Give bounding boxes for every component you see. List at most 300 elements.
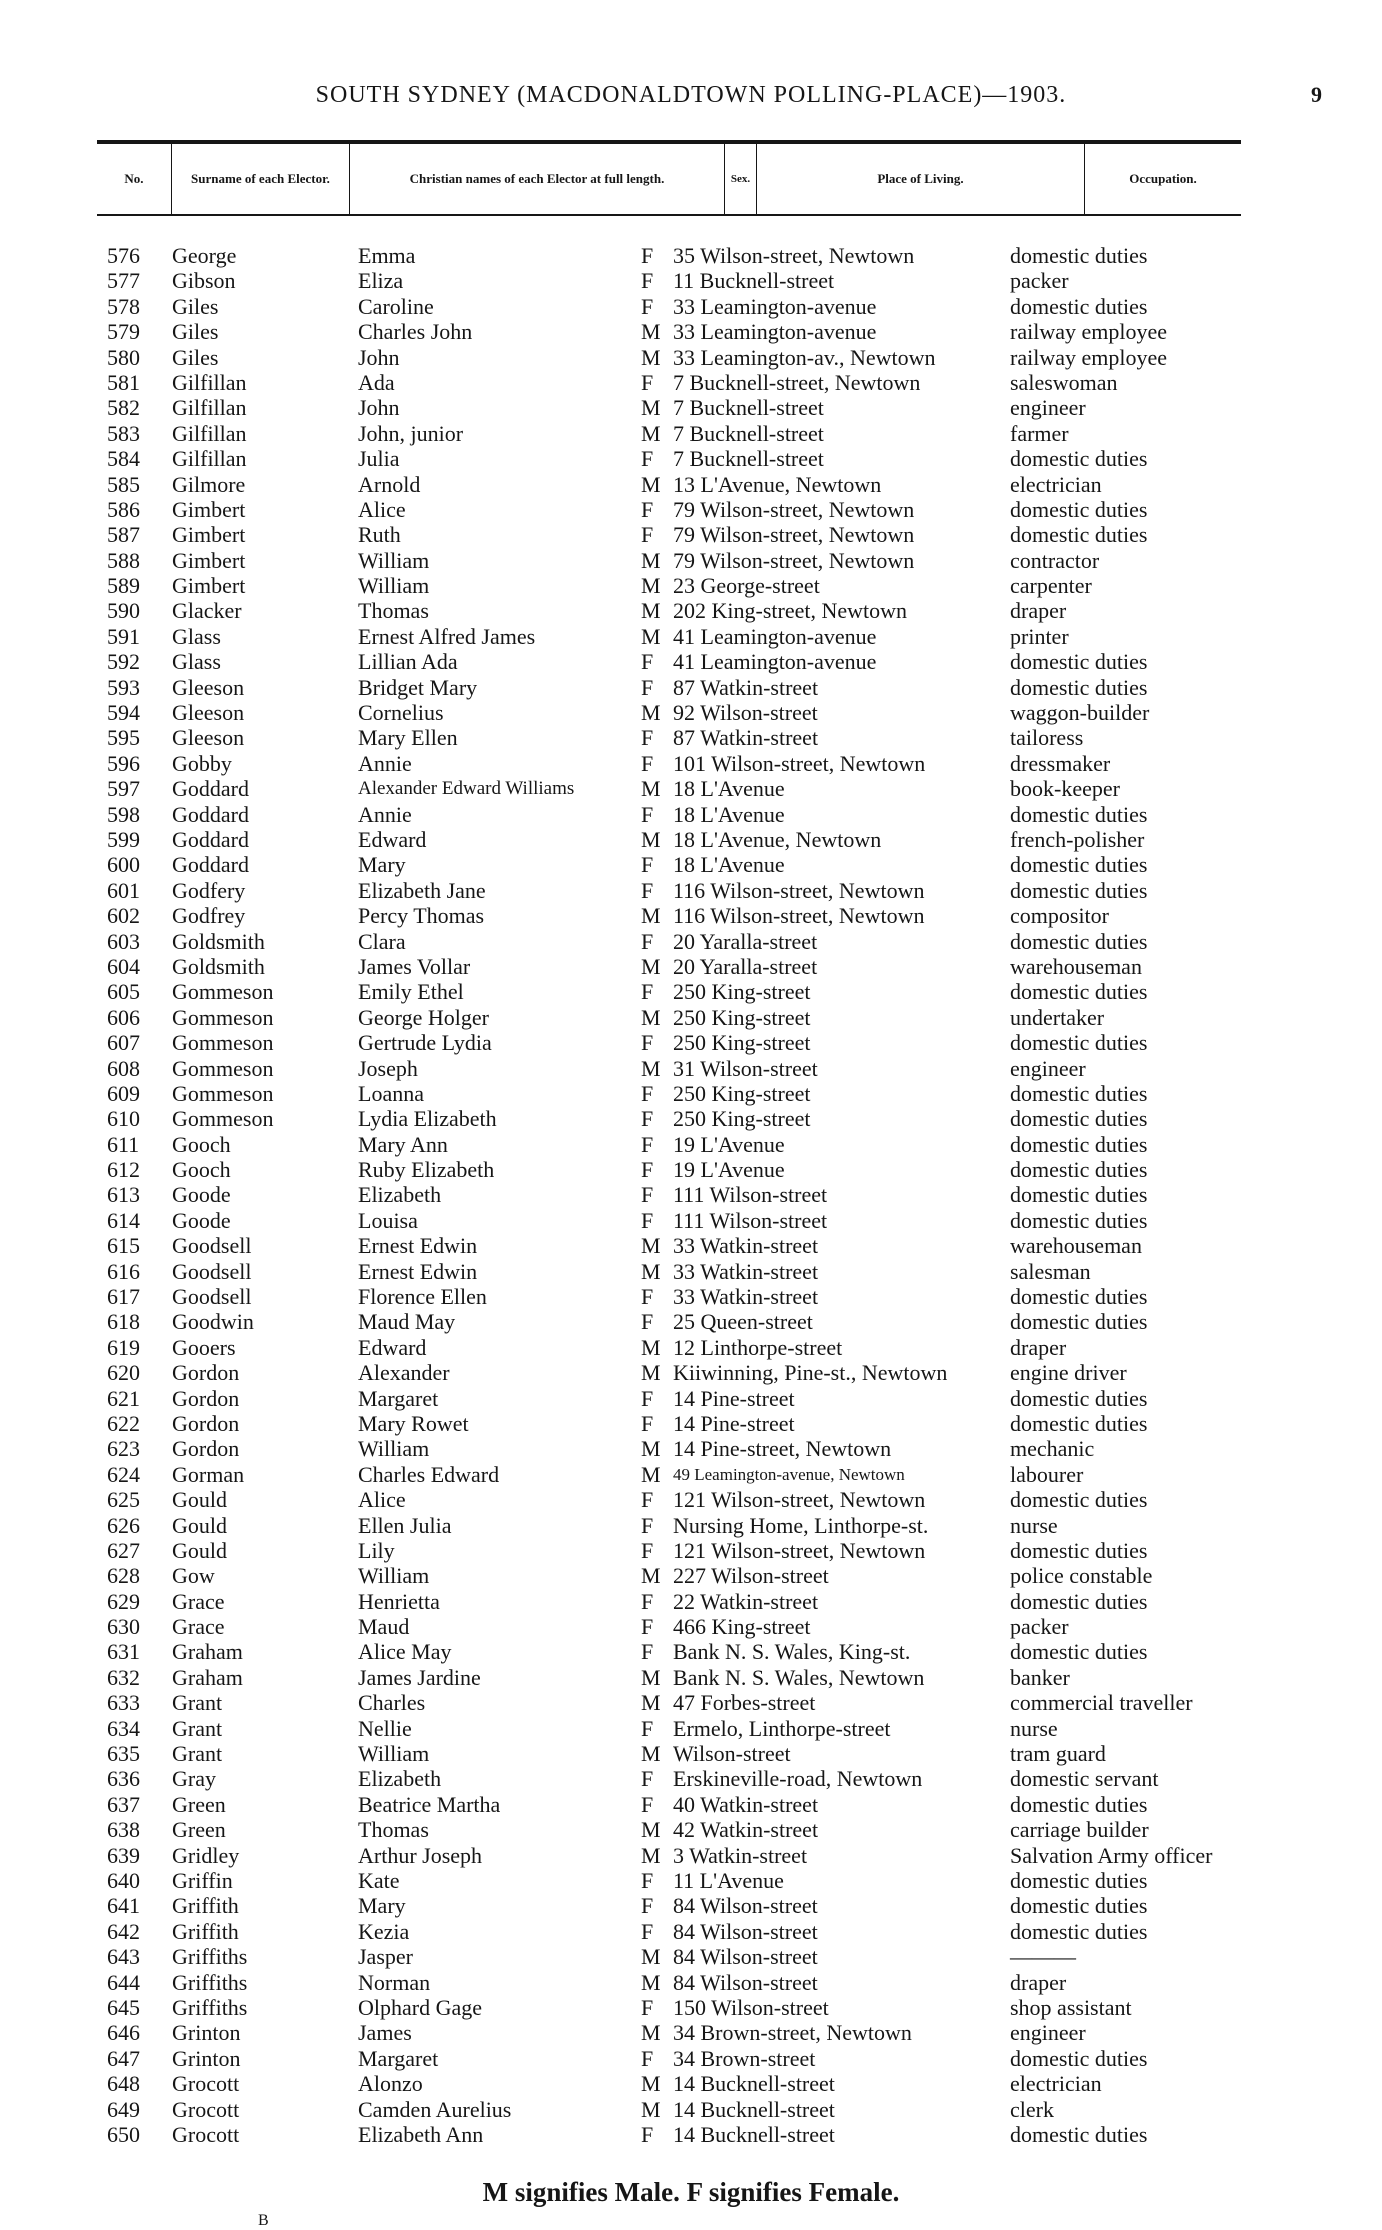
christian-names-cell: Mary Ann bbox=[358, 1131, 448, 1157]
sex-cell: M bbox=[641, 598, 661, 624]
place-cell: 227 Wilson-street bbox=[673, 1563, 829, 1589]
christian-names-cell: Mary bbox=[358, 852, 406, 878]
occupation-cell: packer bbox=[1010, 1614, 1069, 1640]
occupation-cell: nurse bbox=[1010, 1715, 1058, 1741]
christian-names-cell: Mary Ellen bbox=[358, 725, 458, 751]
surname-cell: Griffith bbox=[172, 1893, 239, 1919]
table-row bbox=[0, 903, 1382, 928]
row-number: 647 bbox=[107, 2045, 140, 2071]
surname-cell: Grinton bbox=[172, 2020, 241, 2046]
table-row bbox=[0, 1436, 1382, 1461]
occupation-cell: Salvation Army officer bbox=[1010, 1842, 1213, 1868]
surname-cell: Grant bbox=[172, 1690, 223, 1716]
christian-names-cell: Lillian Ada bbox=[358, 649, 458, 675]
table-row bbox=[0, 1411, 1382, 1436]
surname-cell: Gommeson bbox=[172, 1055, 274, 1081]
place-cell: 23 George-street bbox=[673, 573, 820, 599]
sex-cell: F bbox=[641, 1157, 654, 1183]
occupation-cell: book-keeper bbox=[1010, 776, 1120, 802]
signature-mark: B bbox=[258, 2212, 269, 2229]
occupation-cell: domestic duties bbox=[1010, 674, 1148, 700]
sex-cell: F bbox=[641, 928, 654, 954]
sex-cell: M bbox=[641, 420, 661, 446]
christian-names-cell: Charles Edward bbox=[358, 1461, 500, 1487]
sex-cell: F bbox=[641, 1715, 654, 1741]
table-row bbox=[0, 1868, 1382, 1893]
christian-names-cell: Elizabeth bbox=[358, 1182, 442, 1208]
sex-cell: M bbox=[641, 1741, 661, 1767]
occupation-cell: domestic duties bbox=[1010, 1588, 1148, 1614]
christian-names-cell: Joseph bbox=[358, 1055, 418, 1081]
surname-cell: Grace bbox=[172, 1588, 225, 1614]
place-cell: 31 Wilson-street bbox=[673, 1055, 818, 1081]
table-row bbox=[0, 1030, 1382, 1055]
place-cell: 116 Wilson-street, Newtown bbox=[673, 903, 925, 929]
christian-names-cell: William bbox=[358, 573, 430, 599]
christian-names-cell: Caroline bbox=[358, 293, 434, 319]
row-number: 616 bbox=[107, 1258, 140, 1284]
row-number: 641 bbox=[107, 1893, 140, 1919]
row-number: 628 bbox=[107, 1563, 140, 1589]
place-cell: 250 King-street bbox=[673, 1106, 811, 1132]
christian-names-cell: Gertrude Lydia bbox=[358, 1030, 492, 1056]
row-number: 649 bbox=[107, 2096, 140, 2122]
occupation-cell: domestic duties bbox=[1010, 1639, 1148, 1665]
christian-names-cell: Mary bbox=[358, 1893, 406, 1919]
surname-cell: Gray bbox=[172, 1766, 216, 1792]
table-row bbox=[0, 1690, 1382, 1715]
sex-cell: M bbox=[641, 573, 661, 599]
christian-names-cell: Margaret bbox=[358, 1385, 439, 1411]
table-row bbox=[0, 1589, 1382, 1614]
table-row bbox=[0, 1081, 1382, 1106]
table-row bbox=[0, 319, 1382, 344]
occupation-cell: clerk bbox=[1010, 2096, 1054, 2122]
sex-cell: F bbox=[641, 1639, 654, 1665]
place-cell: 18 L'Avenue bbox=[673, 801, 785, 827]
header-place: Place of Living. bbox=[756, 144, 1084, 214]
surname-cell: Goldsmith bbox=[172, 928, 265, 954]
christian-names-cell: Emma bbox=[358, 243, 416, 268]
row-number: 588 bbox=[107, 547, 140, 573]
row-number: 602 bbox=[107, 903, 140, 929]
surname-cell: Godfrey bbox=[172, 903, 246, 929]
table-row bbox=[0, 243, 1382, 268]
table-row bbox=[0, 1462, 1382, 1487]
surname-cell: Graham bbox=[172, 1664, 243, 1690]
row-number: 605 bbox=[107, 979, 140, 1005]
christian-names-cell: Alice bbox=[358, 1487, 406, 1513]
occupation-cell: draper bbox=[1010, 598, 1067, 624]
christian-names-cell: Charles John bbox=[358, 319, 473, 345]
christian-names-cell: Kezia bbox=[358, 1918, 410, 1944]
table-row bbox=[0, 1005, 1382, 1030]
row-number: 636 bbox=[107, 1766, 140, 1792]
occupation-cell: domestic duties bbox=[1010, 1385, 1148, 1411]
place-cell: 79 Wilson-street, Newtown bbox=[673, 522, 915, 548]
place-cell: 250 King-street bbox=[673, 979, 811, 1005]
surname-cell: Gordon bbox=[172, 1410, 240, 1436]
occupation-cell: domestic duties bbox=[1010, 1157, 1148, 1183]
place-cell: 7 Bucknell-street bbox=[673, 446, 824, 472]
sex-cell: F bbox=[641, 877, 654, 903]
sex-cell: M bbox=[641, 1842, 661, 1868]
christian-names-cell: Charles bbox=[358, 1690, 426, 1716]
sex-cell: F bbox=[641, 1994, 654, 2020]
sex-cell: F bbox=[641, 446, 654, 472]
occupation-cell: farmer bbox=[1010, 420, 1069, 446]
table-row bbox=[0, 878, 1382, 903]
place-cell: 87 Watkin-street bbox=[673, 674, 819, 700]
table-row bbox=[0, 2122, 1382, 2147]
place-cell: 20 Yaralla-street bbox=[673, 953, 818, 979]
place-cell: 11 Bucknell-street bbox=[673, 268, 835, 294]
surname-cell: Gilfillan bbox=[172, 395, 247, 421]
table-row bbox=[0, 1259, 1382, 1284]
sex-cell: M bbox=[641, 776, 661, 802]
table-row bbox=[0, 649, 1382, 674]
sex-cell: F bbox=[641, 268, 654, 294]
christian-names-cell: Thomas bbox=[358, 1817, 429, 1843]
sex-cell: F bbox=[641, 1537, 654, 1563]
occupation-cell: domestic duties bbox=[1010, 2045, 1148, 2071]
christian-names-cell: Lily bbox=[358, 1537, 395, 1563]
surname-cell: Goodwin bbox=[172, 1309, 254, 1335]
surname-cell: Gordon bbox=[172, 1436, 240, 1462]
surname-cell: Grant bbox=[172, 1741, 223, 1767]
row-number: 639 bbox=[107, 1842, 140, 1868]
sex-cell: F bbox=[641, 1284, 654, 1310]
sex-cell: F bbox=[641, 979, 654, 1005]
surname-cell: Gilfillan bbox=[172, 369, 247, 395]
surname-cell: Gimbert bbox=[172, 573, 246, 599]
row-number: 623 bbox=[107, 1436, 140, 1462]
row-number: 582 bbox=[107, 395, 140, 421]
table-row bbox=[0, 1716, 1382, 1741]
christian-names-cell: Alonzo bbox=[358, 2071, 423, 2097]
surname-cell: Grinton bbox=[172, 2045, 241, 2071]
occupation-cell: compositor bbox=[1010, 903, 1109, 929]
christian-names-cell: Eliza bbox=[358, 268, 404, 294]
christian-names-cell: Mary Rowet bbox=[358, 1410, 469, 1436]
occupation-cell: engineer bbox=[1010, 1055, 1086, 1081]
sex-cell: F bbox=[641, 293, 654, 319]
christian-names-cell: Clara bbox=[358, 928, 406, 954]
sex-cell: F bbox=[641, 1410, 654, 1436]
occupation-cell: domestic duties bbox=[1010, 446, 1148, 472]
table-row bbox=[0, 1309, 1382, 1334]
sex-cell: M bbox=[641, 2020, 661, 2046]
sex-cell: M bbox=[641, 700, 661, 726]
occupation-cell: domestic duties bbox=[1010, 1284, 1148, 1310]
table-row bbox=[0, 624, 1382, 649]
occupation-cell: printer bbox=[1010, 623, 1069, 649]
row-number: 631 bbox=[107, 1639, 140, 1665]
christian-names-cell: Arnold bbox=[358, 471, 421, 497]
sex-cell: F bbox=[641, 852, 654, 878]
occupation-cell: domestic duties bbox=[1010, 1207, 1148, 1233]
row-number: 637 bbox=[107, 1791, 140, 1817]
occupation-cell: domestic duties bbox=[1010, 2121, 1148, 2147]
occupation-cell: labourer bbox=[1010, 1461, 1084, 1487]
occupation-cell: domestic duties bbox=[1010, 496, 1148, 522]
christian-names-cell: Camden Aurelius bbox=[358, 2096, 512, 2122]
sex-cell: F bbox=[641, 1385, 654, 1411]
place-cell: 466 King-street bbox=[673, 1614, 811, 1640]
surname-cell: Gibson bbox=[172, 268, 236, 294]
christian-names-cell: Alexander Edward Williams bbox=[358, 778, 575, 800]
place-cell: 33 Leamington-avenue bbox=[673, 319, 877, 345]
christian-names-cell: Maud May bbox=[358, 1309, 456, 1335]
occupation-cell: engineer bbox=[1010, 395, 1086, 421]
christian-names-cell: William bbox=[358, 1436, 430, 1462]
occupation-cell: draper bbox=[1010, 1334, 1067, 1360]
sex-cell: F bbox=[641, 1080, 654, 1106]
surname-cell: Grace bbox=[172, 1614, 225, 1640]
christian-names-cell: Alice May bbox=[358, 1639, 452, 1665]
row-number: 599 bbox=[107, 826, 140, 852]
place-cell: 7 Bucknell-street bbox=[673, 420, 824, 446]
occupation-cell: domestic duties bbox=[1010, 1410, 1148, 1436]
occupation-cell: domestic duties bbox=[1010, 979, 1148, 1005]
place-cell: Kiiwinning, Pine-st., Newtown bbox=[673, 1360, 948, 1386]
place-cell: 18 L'Avenue, Newtown bbox=[673, 826, 882, 852]
sex-cell: M bbox=[641, 1817, 661, 1843]
surname-cell: Gommeson bbox=[172, 1004, 274, 1030]
surname-cell: Glass bbox=[172, 649, 221, 675]
occupation-cell: electrician bbox=[1010, 2071, 1102, 2097]
occupation-cell: railway employee bbox=[1010, 319, 1167, 345]
table-row bbox=[0, 1513, 1382, 1538]
sex-cell: M bbox=[641, 1563, 661, 1589]
occupation-cell: nurse bbox=[1010, 1512, 1058, 1538]
sex-cell: F bbox=[641, 243, 654, 268]
row-number: 622 bbox=[107, 1410, 140, 1436]
occupation-cell: domestic duties bbox=[1010, 522, 1148, 548]
table-row bbox=[0, 802, 1382, 827]
table-row bbox=[0, 2020, 1382, 2045]
occupation-cell: tailoress bbox=[1010, 725, 1084, 751]
occupation-cell: police constable bbox=[1010, 1563, 1153, 1589]
surname-cell: Glass bbox=[172, 623, 221, 649]
row-number: 621 bbox=[107, 1385, 140, 1411]
sex-cell: M bbox=[641, 953, 661, 979]
christian-names-cell: Ruby Elizabeth bbox=[358, 1157, 495, 1183]
place-cell: 13 L'Avenue, Newtown bbox=[673, 471, 882, 497]
christian-names-cell: Alexander bbox=[358, 1360, 450, 1386]
row-number: 646 bbox=[107, 2020, 140, 2046]
sex-cell: M bbox=[641, 826, 661, 852]
sex-cell: F bbox=[641, 2121, 654, 2147]
place-cell: 87 Watkin-street bbox=[673, 725, 819, 751]
table-row bbox=[0, 446, 1382, 471]
surname-cell: Gorman bbox=[172, 1461, 245, 1487]
sex-cell: F bbox=[641, 1918, 654, 1944]
christian-names-cell: William bbox=[358, 547, 430, 573]
table-row bbox=[0, 751, 1382, 776]
row-number: 618 bbox=[107, 1309, 140, 1335]
christian-names-cell: Louisa bbox=[358, 1207, 418, 1233]
row-number: 650 bbox=[107, 2121, 140, 2147]
table-row bbox=[0, 1386, 1382, 1411]
place-cell: 33 Watkin-street bbox=[673, 1284, 819, 1310]
christian-names-cell: William bbox=[358, 1741, 430, 1767]
christian-names-cell: Ernest Alfred James bbox=[358, 623, 536, 649]
surname-cell: Gilmore bbox=[172, 471, 246, 497]
occupation-cell: salesman bbox=[1010, 1258, 1091, 1284]
sex-cell: M bbox=[641, 395, 661, 421]
row-number: 585 bbox=[107, 471, 140, 497]
row-number: 626 bbox=[107, 1512, 140, 1538]
sex-cell: F bbox=[641, 1791, 654, 1817]
row-number: 634 bbox=[107, 1715, 140, 1741]
place-cell: 14 Pine-street bbox=[673, 1410, 795, 1436]
row-number: 597 bbox=[107, 776, 140, 802]
occupation-cell: domestic duties bbox=[1010, 649, 1148, 675]
row-number: 600 bbox=[107, 852, 140, 878]
row-number: 642 bbox=[107, 1918, 140, 1944]
row-number: 640 bbox=[107, 1868, 140, 1893]
table-row bbox=[0, 370, 1382, 395]
occupation-cell: domestic duties bbox=[1010, 1893, 1148, 1919]
sex-cell: F bbox=[641, 801, 654, 827]
christian-names-cell: George Holger bbox=[358, 1004, 489, 1030]
surname-cell: Grant bbox=[172, 1715, 223, 1741]
table-row bbox=[0, 675, 1382, 700]
table-row bbox=[0, 2046, 1382, 2071]
christian-names-cell: Julia bbox=[358, 446, 400, 472]
surname-cell: Gommeson bbox=[172, 979, 274, 1005]
place-cell: 41 Leamington-avenue bbox=[673, 649, 877, 675]
surname-cell: Green bbox=[172, 1817, 226, 1843]
sex-cell: F bbox=[641, 1588, 654, 1614]
sex-cell: M bbox=[641, 1004, 661, 1030]
christian-names-cell: Ellen Julia bbox=[358, 1512, 452, 1538]
row-number: 586 bbox=[107, 496, 140, 522]
surname-cell: Gould bbox=[172, 1537, 227, 1563]
christian-names-cell: Bridget Mary bbox=[358, 674, 478, 700]
row-number: 576 bbox=[107, 243, 140, 268]
surname-cell: Gooch bbox=[172, 1131, 231, 1157]
table-row bbox=[0, 1538, 1382, 1563]
table-row bbox=[0, 954, 1382, 979]
occupation-cell: domestic duties bbox=[1010, 1918, 1148, 1944]
place-cell: 12 Linthorpe-street bbox=[673, 1334, 843, 1360]
place-cell: 116 Wilson-street, Newtown bbox=[673, 877, 925, 903]
table-row bbox=[0, 1893, 1382, 1918]
table-row bbox=[0, 395, 1382, 420]
surname-cell: Goodsell bbox=[172, 1258, 252, 1284]
christian-names-cell: Elizabeth bbox=[358, 1766, 442, 1792]
sex-cell: M bbox=[641, 623, 661, 649]
table-row bbox=[0, 1919, 1382, 1944]
occupation-cell: domestic duties bbox=[1010, 928, 1148, 954]
sex-cell: M bbox=[641, 1233, 661, 1259]
place-cell: 34 Brown-street bbox=[673, 2045, 816, 2071]
christian-names-cell: Edward bbox=[358, 1334, 427, 1360]
table-row bbox=[0, 1639, 1382, 1664]
sex-cell: F bbox=[641, 1182, 654, 1208]
surname-cell: Gow bbox=[172, 1563, 215, 1589]
place-cell: 40 Watkin-street bbox=[673, 1791, 819, 1817]
surname-cell: Glacker bbox=[172, 598, 242, 624]
sex-cell: F bbox=[641, 496, 654, 522]
occupation-cell: mechanic bbox=[1010, 1436, 1095, 1462]
sex-cell: F bbox=[641, 1106, 654, 1132]
row-number: 608 bbox=[107, 1055, 140, 1081]
christian-names-cell: Arthur Joseph bbox=[358, 1842, 483, 1868]
surname-cell: Grocott bbox=[172, 2071, 240, 2097]
row-number: 584 bbox=[107, 446, 140, 472]
place-cell: Ermelo, Linthorpe-street bbox=[673, 1715, 891, 1741]
table-row bbox=[0, 2071, 1382, 2096]
row-number: 620 bbox=[107, 1360, 140, 1386]
place-cell: 33 Watkin-street bbox=[673, 1233, 819, 1259]
sex-cell: M bbox=[641, 319, 661, 345]
row-number: 583 bbox=[107, 420, 140, 446]
place-cell: 35 Wilson-street, Newtown bbox=[673, 243, 915, 268]
row-number: 589 bbox=[107, 573, 140, 599]
row-number: 598 bbox=[107, 801, 140, 827]
surname-cell: Gommeson bbox=[172, 1106, 274, 1132]
table-row bbox=[0, 776, 1382, 801]
christian-names-cell: Ernest Edwin bbox=[358, 1258, 478, 1284]
occupation-cell: domestic duties bbox=[1010, 1309, 1148, 1335]
sex-cell: M bbox=[641, 471, 661, 497]
place-cell: 121 Wilson-street, Newtown bbox=[673, 1487, 926, 1513]
place-cell: 7 Bucknell-street bbox=[673, 395, 824, 421]
table-row bbox=[0, 1995, 1382, 2020]
table-row bbox=[0, 979, 1382, 1004]
surname-cell: Giles bbox=[172, 344, 219, 370]
christian-names-cell: Annie bbox=[358, 750, 412, 776]
surname-cell: Gleeson bbox=[172, 674, 245, 700]
sex-cell: F bbox=[641, 1893, 654, 1919]
table-row bbox=[0, 497, 1382, 522]
christian-names-cell: Percy Thomas bbox=[358, 903, 485, 929]
occupation-cell: domestic duties bbox=[1010, 1030, 1148, 1056]
christian-names-cell: Ernest Edwin bbox=[358, 1233, 478, 1259]
occupation-cell: domestic duties bbox=[1010, 1182, 1148, 1208]
sex-cell: F bbox=[641, 1309, 654, 1335]
row-number: 645 bbox=[107, 1994, 140, 2020]
row-number: 635 bbox=[107, 1741, 140, 1767]
table-row bbox=[0, 1843, 1382, 1868]
row-number: 607 bbox=[107, 1030, 140, 1056]
header-no: No. bbox=[124, 171, 144, 186]
occupation-cell: railway employee bbox=[1010, 344, 1167, 370]
sex-cell: F bbox=[641, 1030, 654, 1056]
occupation-cell: shop assistant bbox=[1010, 1994, 1132, 2020]
table-row bbox=[0, 1056, 1382, 1081]
surname-cell: Goode bbox=[172, 1182, 231, 1208]
row-number: 625 bbox=[107, 1487, 140, 1513]
occupation-cell: domestic duties bbox=[1010, 1868, 1148, 1893]
occupation-cell: engine driver bbox=[1010, 1360, 1127, 1386]
place-cell: 7 Bucknell-street, Newtown bbox=[673, 369, 921, 395]
table-row bbox=[0, 1665, 1382, 1690]
place-cell: Bank N. S. Wales, Newtown bbox=[673, 1664, 925, 1690]
row-number: 595 bbox=[107, 725, 140, 751]
sex-cell: F bbox=[641, 1207, 654, 1233]
table-row bbox=[0, 548, 1382, 573]
place-cell: 14 Bucknell-street bbox=[673, 2096, 835, 2122]
row-number: 579 bbox=[107, 319, 140, 345]
row-number: 604 bbox=[107, 953, 140, 979]
row-number: 617 bbox=[107, 1284, 140, 1310]
place-cell: 19 L'Avenue bbox=[673, 1157, 785, 1183]
place-cell: 79 Wilson-street, Newtown bbox=[673, 496, 915, 522]
